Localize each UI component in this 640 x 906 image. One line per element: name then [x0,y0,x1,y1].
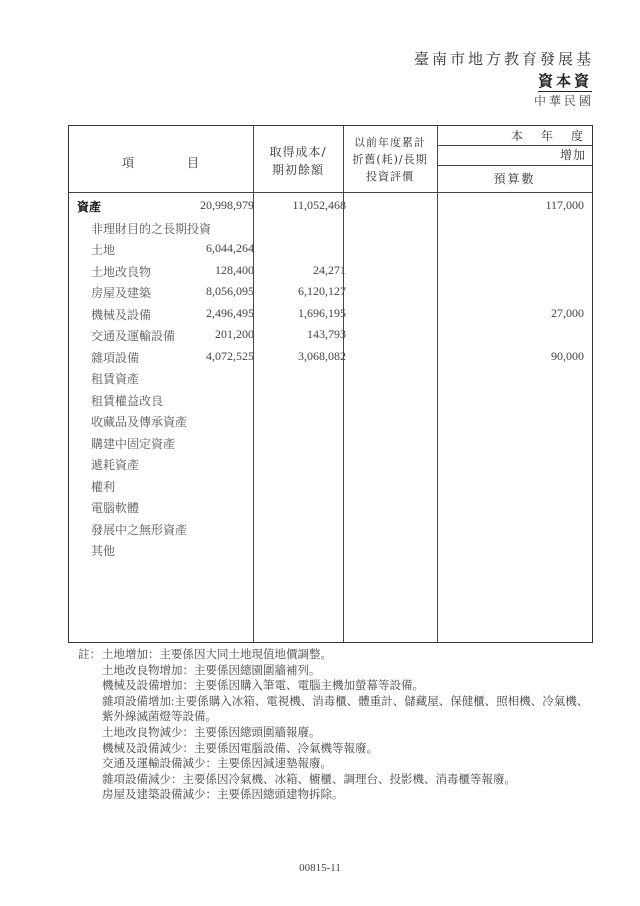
table-row [69,474,592,496]
table-row [69,517,592,539]
row-label: 租賃權益改良 [91,393,164,408]
header-current-year: 本 年 度 [510,129,586,143]
note-item: 房屋及建築設備減少：主要係因總頭建物拆除。 [102,789,344,802]
notes-label: 註： [78,649,101,661]
table-row [69,409,592,431]
note-item: 機械及設備增加：主要係因購入筆電、電腦主機加螢幕等設備。 [102,680,424,693]
row-label: 權利 [91,479,116,494]
header-budget: 預算數 [493,172,536,186]
notes-section [78,648,598,804]
row-label: 發展中之無形資產 [91,522,188,537]
header-acquisition-cost-line2: 期初餘額 [271,163,324,177]
note-item: 機械及設備減少：主要係因電腦設備、冷氣機等報廢。 [102,742,378,755]
table-row [69,388,592,410]
header-divider [437,165,592,166]
table-row [69,452,592,474]
note-item: 交通及運輸設備減少：主要係因減速墊報廢。 [102,758,332,771]
row-accumulated-depreciation: 1,696,195 [298,305,346,320]
table-row [69,323,592,345]
header-bottom-line [69,192,592,193]
row-label: 機械及設備 [91,307,152,322]
row-accumulated-depreciation: 6,120,127 [298,284,346,298]
header-accum-line2: 折舊(耗)/長期 [352,153,428,166]
row-label: 其他 [91,544,116,558]
table-row [69,237,592,259]
header-item: 項 目 [121,156,200,170]
row-budget: 117,000 [545,198,584,212]
table-row [69,216,592,238]
header-increase: 增加 [559,148,586,162]
table-row [69,366,592,388]
page-code: 00815-11 [299,862,341,874]
table-row [69,495,592,517]
note-item: 土地改良物減少：主要係因總頭圍牆報廢。 [102,726,321,739]
row-label: 非理財目的之長期投資 [91,221,212,236]
table-row [69,194,592,216]
table-row [69,538,592,560]
header-accum-line1: 以前年度累計 [354,136,426,149]
table-body [69,194,592,560]
header-acquisition-cost [253,143,343,179]
row-acquisition-cost: 128,400 [215,262,254,277]
note-item: 土地改良物增加：主要係因總園圍牆補列。 [102,664,321,677]
row-label: 購建中固定資產 [91,436,176,451]
row-accumulated-depreciation: 11,052,468 [292,198,346,212]
row-label: 土地 [91,243,116,257]
row-label: 資產 [77,200,102,214]
row-acquisition-cost: 2,496,495 [206,305,254,320]
row-acquisition-cost: 6,044,264 [206,241,254,255]
row-label: 雜項設備 [91,350,140,365]
capital-assets-table [68,125,593,643]
table-row [69,302,592,324]
row-label: 土地改良物 [91,264,152,279]
report-organization: 臺南市地方教育發展基 [413,50,594,68]
table-row [69,431,592,453]
report-title: 資本資 [537,72,592,90]
table-row [69,345,592,367]
row-accumulated-depreciation: 143,793 [307,327,346,341]
row-acquisition-cost: 4,072,525 [206,348,254,363]
row-label: 遞耗資產 [91,458,140,472]
header-accum-line3: 投資評價 [366,170,414,183]
row-accumulated-depreciation: 24,271 [313,262,346,277]
note-item: 雜項設備增加:主要係購入冰箱、電視機、消毒櫃、體重計、儲藏屋、保健櫃、照相機、冷氣機、紫外線滅菌燈等設備。 [102,695,589,724]
row-label: 電腦軟體 [91,501,140,515]
table-row [69,280,592,302]
note-item: 雜項設備減少：主要係因冷氣機、冰箱、櫥櫃、調理台、投影機、消毒櫃等報廢。 [102,773,516,786]
row-label: 交通及運輸設備 [91,329,176,343]
report-era: 中華民國 [533,94,594,108]
row-acquisition-cost: 20,998,979 [200,198,254,212]
row-acquisition-cost: 201,200 [215,327,254,341]
row-accumulated-depreciation: 3,068,082 [298,348,346,363]
row-acquisition-cost: 8,056,095 [206,284,254,298]
notes-list [78,648,598,804]
row-label: 租賃資產 [91,372,140,386]
row-budget: 27,000 [551,305,584,320]
header-acquisition-cost-line1: 取得成本/ [269,145,327,159]
row-budget: 90,000 [551,348,584,363]
row-label: 房屋及建築 [91,286,152,300]
note-item: 土地增加：主要係因大同土地現值地價調整。 [102,649,332,661]
row-label: 收藏品及傳承資產 [91,415,188,429]
table-row [69,259,592,281]
header-accumulated-depreciation [343,134,437,185]
